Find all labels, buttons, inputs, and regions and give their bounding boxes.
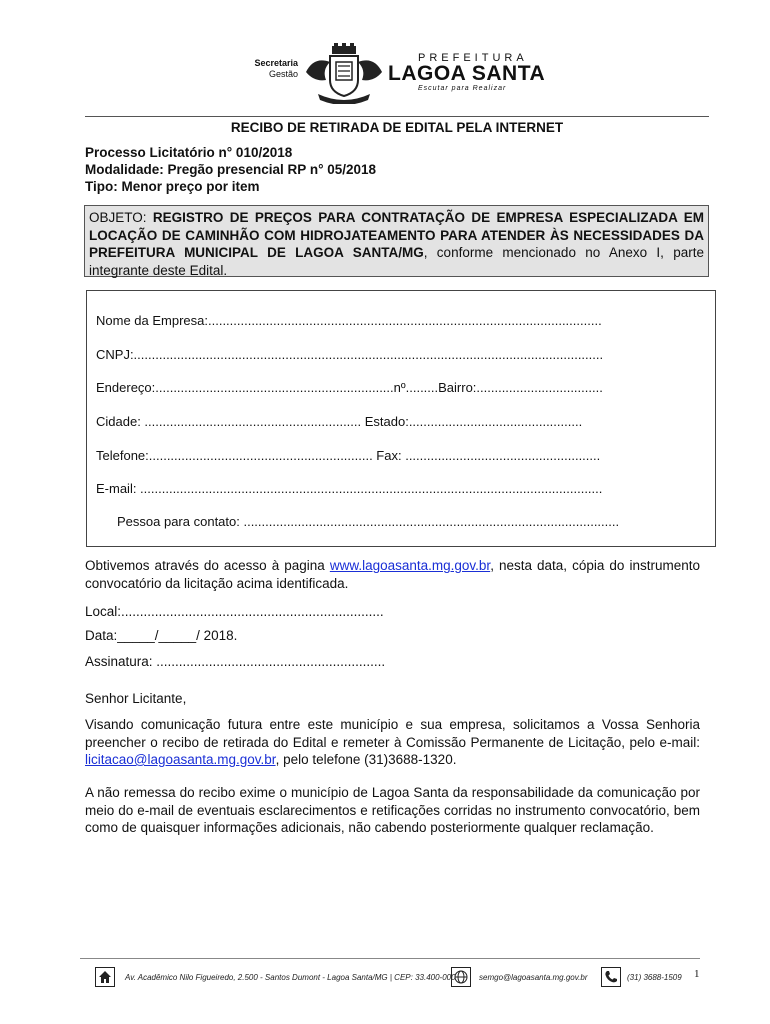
email-field[interactable]: E-mail: ................................................................................................................................ [96, 481, 603, 496]
page-title: RECIBO DE RETIRADA DE EDITAL PELA INTERNET [230, 120, 564, 135]
obtivemos-text-end: , nesta data, cópia do instrumento convocatório da licitação acima identificada. [85, 558, 700, 591]
footer-phone: (31) 3688-1509 [627, 973, 682, 982]
objeto-box [84, 205, 709, 277]
secretaria-text: Secretaria [254, 58, 298, 68]
visando-text: Visando comunicação futura entre este município e sua empresa, solicitamos a Vossa Senhoria preencher o recibo de retirada do Edital e remeter à Comissão Permanente de Licitação, pelo e-mail: [85, 717, 700, 750]
empresa-field[interactable]: Nome da Empresa:............................................................................................................. [96, 313, 602, 328]
local-field[interactable]: Local:...................................................................... [85, 604, 384, 619]
telefone-field[interactable]: Telefone:.............................................................. Fax: ...................................................... [96, 448, 601, 463]
letterhead [240, 38, 560, 104]
obtivemos-text: Obtivemos através do acesso à pagina [85, 558, 330, 573]
page-number: 1 [694, 968, 700, 980]
home-icon [95, 967, 115, 987]
contato-field[interactable]: Pessoa para contato: ........................................................................................................ [117, 514, 620, 529]
objeto-description: REGISTRO DE PREÇOS PARA CONTRATAÇÃO DE EMPRESA ESPECIALIZADA EM LOCAÇÃO DE CAMINHÃO COM HIDROJATEAMENTO PARA ATENDER ÀS NECESSIDADES DA PREFEITURA MUNICIPAL DE LAGOA SANTA/MG [89, 210, 704, 260]
cidade-field[interactable]: Cidade: ............................................................ Estado:................................................ [96, 414, 583, 429]
modalidade-line: Modalidade: Pregão presencial RP n° 05/2018 [85, 162, 377, 177]
prefeitura-label: PREFEITURA [418, 52, 528, 64]
objeto-remainder: , conforme mencionado no Anexo I, parte integrante deste Edital. [89, 245, 705, 278]
slogan: Escutar para Realizar [418, 85, 507, 92]
footer-email: semgo@lagoasanta.mg.gov.br [479, 973, 588, 982]
tipo-line: Tipo: Menor preço por item [85, 179, 260, 194]
visando-text-end: , pelo telefone (31)3688-1320. [275, 752, 457, 767]
city-name: LAGOA SANTA [388, 62, 546, 85]
gestao-text: Gestão [268, 69, 298, 79]
data-field[interactable]: Data:_____/_____/ 2018. [85, 628, 238, 643]
secretaria-label [240, 58, 298, 80]
globe-icon [451, 967, 471, 987]
obtivemos-paragraph [85, 557, 700, 592]
nao-remessa-paragraph: A não remessa do recibo exime o município de Lagoa Santa da responsabilidade da comunicação por meio do e-mail de eventuais esclarecimentos e retificações corridas no instrumento convocatório, bem como de quaisquer informações adicionais, não cabendo posteriormente qualquer reclamação. [85, 785, 700, 835]
visando-paragraph [85, 716, 700, 769]
processo-line: Processo Licitatório n° 010/2018 [85, 145, 293, 160]
assinatura-field[interactable]: Assinatura: ............................................................. [85, 654, 386, 669]
website-link[interactable]: www.lagoasanta.mg.gov.br [329, 558, 491, 573]
licitacao-email-link[interactable]: licitacao@lagoasanta.mg.gov.br [85, 752, 276, 767]
objeto-label: OBJETO: [89, 210, 147, 225]
footer-address: Av. Acadêmico Nilo Figueiredo, 2.500 - Santos Dumont - Lagoa Santa/MG | CEP: 33.400-000 [125, 973, 456, 982]
footer [95, 967, 705, 991]
salutation: Senhor Licitante, [85, 691, 187, 706]
footer-divider [80, 958, 700, 959]
phone-icon [601, 967, 621, 987]
endereco-field[interactable]: Endereço:..................................................................nº.........Bairro:................................... [96, 380, 603, 395]
cnpj-field[interactable]: CNPJ:.................................................................................................................................. [96, 347, 604, 362]
coat-of-arms-icon [304, 42, 384, 104]
header-divider [85, 116, 709, 117]
